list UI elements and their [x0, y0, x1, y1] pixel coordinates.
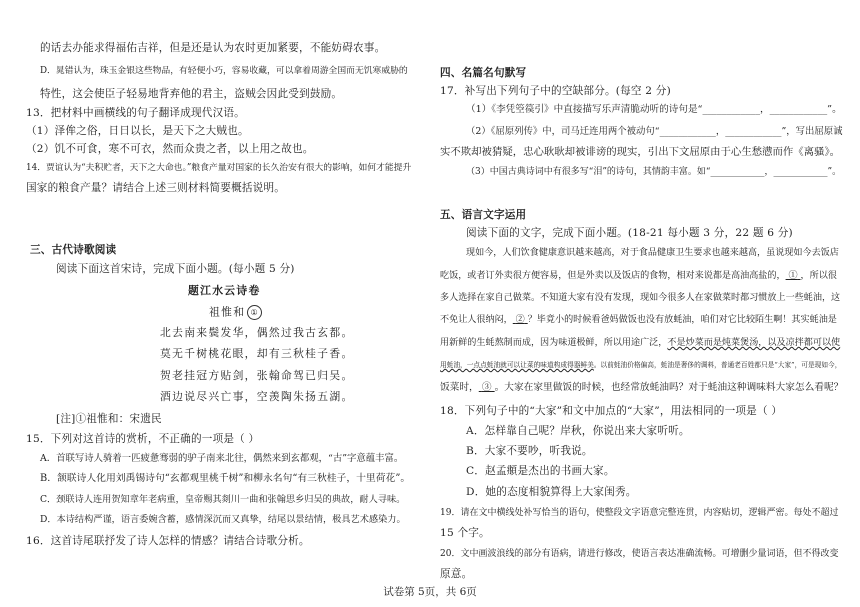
question-14: 14．贾谊认为“夫积贮者，天下之大命也。”粮食产量对国家的长久治安有很大的影响，如何才能提升 — [26, 163, 412, 173]
blank-marker-1 — [786, 271, 801, 281]
question-15: 15．下列对这首诗的赏析，不正确的一项是（ ） — [26, 433, 260, 445]
option-a: A．首联写诗人骑着一匹疲惫骞弱的驴子南来北往，偶然来到玄都观，“古”字意蕴丰富。 — [40, 453, 404, 464]
question-13: 13．把材料中画横线的句子翻译成现代汉语。 — [26, 107, 245, 119]
wavy-text: 不是炒菜而是炖菜煲汤，以及凉拌都可以使 — [667, 338, 841, 348]
question-16: 16．这首诗尾联抒发了诗人怎样的情感？请结合诗歌分析。 — [26, 535, 310, 547]
poem-line: 莫无千树桃花眼，却有三秋桂子香。 — [160, 347, 354, 360]
passage-text: 。大家在家里做饭的时候，也经常放蚝油吗？对于蚝油这种调味料大家怎么看呢？ — [494, 382, 844, 393]
question-13-1: （1）泽侔之俗，日日以长，是天下之大贼也。 — [26, 125, 249, 137]
instruction: 阅读下面的文字，完成下面小题。(18-21 每小题 3 分，22 题 6 分) — [466, 227, 793, 239]
blank-marker-2 — [513, 315, 528, 325]
question-17-1: （1）《李凭箜篌引》中直接描写乐声清脆动听的诗句是“____________，____________”。 — [466, 104, 842, 115]
blank-label: ③ — [481, 382, 492, 393]
passage-line — [440, 313, 837, 327]
passage-text: 用新鲜的生蚝熬制而成，因为味道极鲜，所以用途广泛， — [440, 338, 668, 348]
text-line: 特性，这会使臣子轻易地背弃他的君主，盗贼会因此受到鼓励。 — [40, 88, 343, 100]
option-c: C．颈联诗人连用贺知章年老病重，皇帝赐其剡川一曲和张翰思乡归吴的典故，耐人寻味。 — [40, 494, 406, 505]
wavy-text: 用蚝油，一点点蚝油就可以让菜的味道构成得器鲜美 — [440, 361, 594, 369]
option-c: C．赵孟頫是杰出的书画大家。 — [466, 465, 615, 477]
passage-text: 吃饭，或者订外卖很方便容易，但是外卖以及饭店的食物，相对来说都是高油高盐的， — [440, 271, 786, 281]
question-18: 18．下列句子中的“大家”和文中加点的“大家”，用法相同的一项是（ ） — [440, 405, 783, 417]
question-14-cont: 国家的粮食产量？请结合上述三则材料简要概括说明。 — [26, 182, 286, 194]
poem-author — [209, 305, 264, 320]
author-name: 祖惟和 — [209, 305, 246, 319]
passage-text: 不免让人很纳闷， — [440, 315, 513, 325]
page-footer: 试卷第 5页，共 6页 — [383, 586, 477, 598]
passage-text: ？毕竟小的时候看爸妈做饭也没有放蚝油，咱们对它比较陌生啊！其实蚝油是 — [527, 315, 837, 325]
question-19: 19．请在文中横线处补写恰当的语句，使整段文字语意完整连贯，内容贴切，逻辑严密。每处不超过 — [440, 508, 839, 518]
question-13-2: （2）饥不可食，寒不可衣，然而众贵之者，以上用之故也。 — [26, 143, 314, 155]
passage-line — [440, 358, 841, 372]
question-17-2-cont: 实不欺却被猜疑，忠心耿耿却被诽谤的现实，引出下文屈原由于心生愁懑而作《离骚》。 — [440, 146, 841, 158]
poem-note: [注]①祖惟和：宋遗民 — [56, 413, 162, 425]
option-d: D．晁错认为，珠玉金银这些物品，有轻便小巧，容易收藏，可以拿着周游全国而无饥寒威胁的 — [40, 66, 408, 76]
question-20: 20．文中画波浪线的部分有语病，请进行修改，使语言表达准确流畅。可增删少量词语，但不得改变 — [440, 549, 839, 559]
passage-line: 多人选择在家自己做菜。不知道大家有没有发现，现如今很多人在家做菜时都习惯放上一些蚝油，这 — [440, 293, 841, 303]
passage-line — [440, 381, 843, 395]
option-d: D．她的态度相貌算得上大家闺秀。 — [466, 486, 637, 498]
poem-line: 贺老挂冠方贴剑，张翰命驾已归吴。 — [160, 369, 354, 382]
blank-label: ① — [788, 271, 798, 281]
section-heading-3: 三、古代诗歌阅读 — [30, 244, 117, 256]
passage-line — [440, 269, 837, 283]
poem-line: 酒边说尽兴亡事，空羡陶朱扬五湖。 — [160, 390, 354, 403]
option-b: B．大家不要吵，听我说。 — [466, 445, 593, 457]
note-marker: ① — [247, 305, 262, 320]
section-heading-5: 五、语言文字运用 — [440, 209, 527, 221]
passage-line — [440, 336, 840, 350]
section-heading-4: 四、名篇名句默写 — [440, 67, 527, 79]
question-17: 17．补写出下列句子中的空缺部分。(每空 2 分) — [440, 85, 671, 97]
question-17-3: （3）中国古典诗词中有很多写“泪”的诗句，其情韵丰富。如“____________，____________”。 — [466, 167, 842, 177]
passage-text: 。以前蚝油价格偏高，蚝油是奢侈的调料，普通老百姓都只是“大家”，可是现如今， — [593, 361, 842, 369]
instruction: 阅读下面这首宋诗，完成下面小题。(每小题 5 分) — [56, 263, 295, 275]
option-a: A．怎样靠自己呢？岸秋，你说出来大家听听。 — [466, 425, 690, 437]
option-d: D．本诗结构严谨，语言委婉含蓄，感情深沉而又真挚，结尾以景结情，极具艺术感染力。 — [40, 514, 406, 525]
passage-text: 饭菜时， — [440, 382, 479, 393]
poem-title: 题江水云诗卷 — [188, 284, 261, 297]
blank-label: ② — [515, 315, 525, 325]
question-20-cont: 原意。 — [440, 568, 473, 580]
option-b: B．颔联诗人化用刘禹锡诗句“玄都观里桃千树”和柳永名句“有三秋桂子，十里荷花”。 — [40, 473, 411, 484]
question-17-2: （2）《屈原列传》中，司马迁连用两个被动句“____________，____________”，写出屈原诚 — [466, 126, 843, 137]
text-line: 的话去办能求得福佑吉祥，但是还是认为农时更加紧要，不能妨碍农事。 — [40, 42, 386, 54]
question-19-cont: 15 个字。 — [440, 527, 490, 539]
blank-marker-3 — [479, 382, 495, 393]
passage-line: 现如今，人们饮食健康意识越来越高，对于食品健康卫生要求也越来越高，虽说现如今去饭店 — [466, 248, 839, 258]
passage-text: ，所以很 — [800, 271, 837, 281]
poem-line: 北去南来鬓发华，偶然过我古玄都。 — [160, 326, 354, 339]
